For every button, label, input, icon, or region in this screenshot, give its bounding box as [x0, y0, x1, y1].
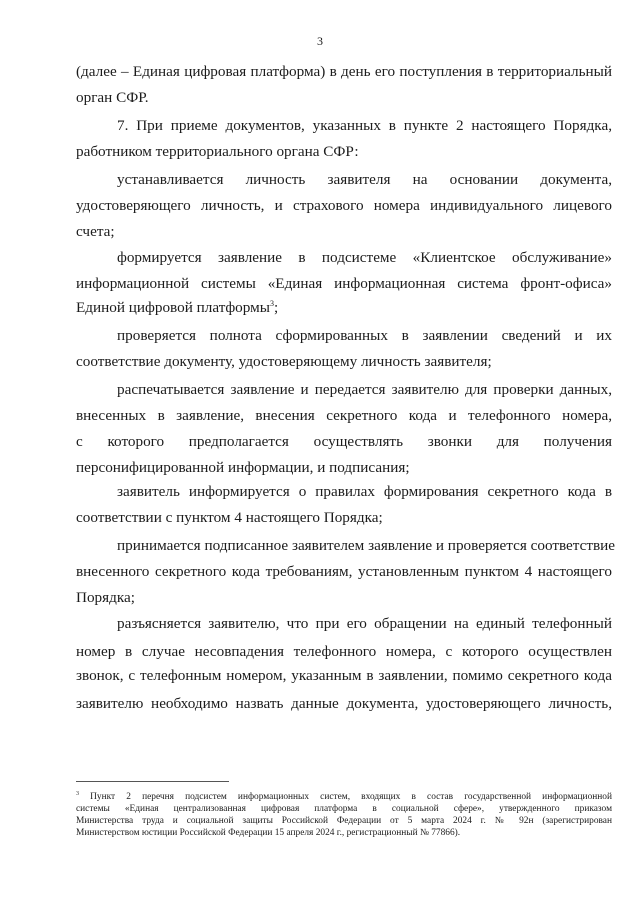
- body-line: проверяется полнота сформированных в заявлении сведений и их: [117, 327, 612, 344]
- body-line: [76, 298, 612, 318]
- body-line: заявитель информируется о правилах формирования секретного кода в: [117, 483, 612, 500]
- body-line-punct: ;: [273, 299, 279, 316]
- footnote-line: [76, 791, 612, 803]
- body-line: внесенного секретного кода требованиям, установленным пунктом 4 настоящего: [76, 563, 612, 580]
- body-line: разъясняется заявителю, что при его обращении на единый телефонный: [117, 615, 612, 632]
- body-line: формируется заявление в подсистеме «Клиентское обслуживание»: [117, 249, 612, 266]
- body-line: счета;: [76, 223, 115, 240]
- body-line: соответствии с пунктом 4 настоящего Порядка;: [76, 509, 383, 526]
- body-line: орган СФР.: [76, 89, 149, 106]
- body-line: с которого предполагается осуществлять звонки для получения: [76, 433, 612, 450]
- footnote-mark: 3: [76, 790, 79, 797]
- body-line: персонифицированной информации, и подписания;: [76, 459, 410, 476]
- body-line: номер в случае несовпадения телефонного номера, с которого осуществлен: [76, 643, 612, 660]
- footnote-line: Министерства труда и социальной защиты Российской Федерации от 5 марта 2024 г. № 92н (зарегистрирован: [76, 816, 612, 826]
- body-line: распечатывается заявление и передается заявителю для проверки данных,: [117, 381, 612, 398]
- footnote-text: Пункт 2 перечня подсистем информационных систем, входящих в состав государственной информационной: [90, 792, 613, 802]
- body-line: информационной системы «Единая информационная система фронт-офиса»: [76, 275, 612, 292]
- body-line: звонок, с телефонным номером, указанным в заявлении, помимо секретного кода: [76, 667, 612, 684]
- body-line: работником территориального органа СФР:: [76, 143, 359, 160]
- footnote-reference: 3: [269, 298, 274, 308]
- footnote-line: системы «Единая централизованная цифровая платформа в социальной сфере», утвержденного приказом: [76, 804, 612, 814]
- body-line: Порядка;: [76, 589, 135, 606]
- body-line: соответствие документу, удостоверяющему личность заявителя;: [76, 353, 492, 370]
- body-line: внесенных в заявление, внесения секретного кода и телефонного номера,: [76, 407, 612, 424]
- body-line: принимается подписанное заявителем заявление и проверяется соответствие: [117, 537, 616, 554]
- footnote-line: Министерством юстиции Российской Федерации 15 апреля 2024 г., регистрационный № 77866).: [76, 828, 461, 838]
- body-line: устанавливается личность заявителя на основании документа,: [117, 171, 612, 188]
- body-line: (далее – Единая цифровая платформа) в день его поступления в территориальный: [76, 63, 612, 80]
- footnote-separator: [76, 781, 229, 782]
- body-line: 7. При приеме документов, указанных в пункте 2 настоящего Порядка,: [117, 117, 612, 134]
- body-line: заявителю необходимо назвать данные документа, удостоверяющего личность,: [76, 695, 612, 712]
- body-line-text: Единой цифровой платформы: [76, 299, 270, 316]
- page-number: 3: [317, 34, 323, 48]
- body-line: удостоверяющего личность, и страхового номера индивидуального лицевого: [76, 197, 612, 214]
